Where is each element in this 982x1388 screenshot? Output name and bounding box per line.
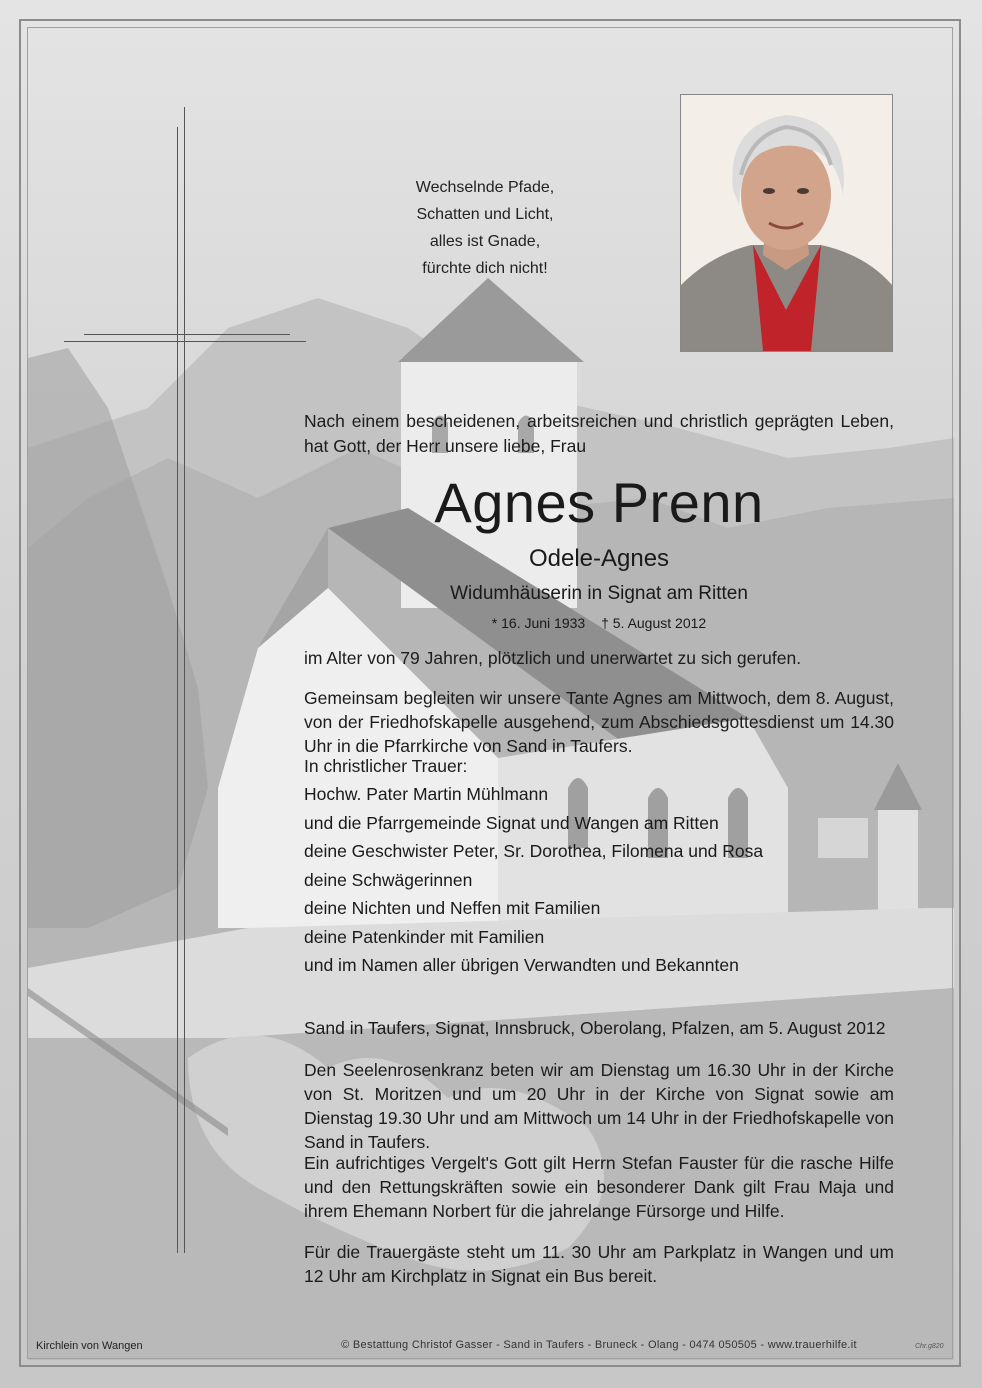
- death-date: † 5. August 2012: [601, 615, 707, 631]
- bus-text: Für die Trauergäste steht um 11. 30 Uhr am Parkplatz in Wangen und um 12 Uhr am Kirchplatz in Signat ein Bus bereit.: [304, 1242, 894, 1286]
- age-text: im Alter von 79 Jahren, plötzlich und unerwartet zu sich gerufen.: [304, 648, 802, 668]
- verse-line: Wechselnde Pfade,: [415, 179, 555, 196]
- verse-line: Schatten und Licht,: [416, 206, 554, 223]
- mourner-line: deine Schwägerinnen: [304, 869, 473, 890]
- cross-horizontal-line: [64, 341, 306, 342]
- cross-vertical-line: [184, 107, 185, 1253]
- verse-line: alles ist Gnade,: [429, 233, 541, 250]
- thanks-text: Ein aufrichtiges Vergelt's Gott gilt Herrn Stefan Fauster für die rasche Hilfe und den Rettungskräften sowie ein besonderer Dank gilt Frau Maja und ihrem Ehemann Norbert für die jahrelange Fürsorge und Hilfe.: [304, 1153, 894, 1221]
- mourner-line: Hochw. Pater Martin Mühlmann: [304, 784, 549, 804]
- footer-credit: © Bestattung Christof Gasser - Sand in Taufers - Bruneck - Olang - 0474 050505 - www.trauerhilfe.it: [341, 1339, 857, 1351]
- cross-vertical-line-inner: [177, 127, 178, 1253]
- mourner-line: und im Namen aller übrigen Verwandten und Bekannten: [304, 955, 739, 975]
- deceased-nickname: Odele-Agnes: [528, 545, 670, 572]
- deceased-name: Agnes Prenn: [434, 471, 764, 534]
- artist-signature: Chr.g820: [915, 1343, 944, 1350]
- portrait-photo: [680, 94, 893, 352]
- mourners-list: [304, 780, 894, 980]
- mourner-line: deine Nichten und Neffen mit Familien: [304, 898, 601, 918]
- place-date: Sand in Taufers, Signat, Innsbruck, Oberolang, Pfalzen, am 5. August 2012: [304, 1018, 886, 1038]
- life-dates: [304, 612, 894, 634]
- deceased-role: Widumhäuserin in Signat am Ritten: [450, 583, 748, 604]
- cross-horizontal-line-inner: [84, 334, 290, 335]
- portrait-illustration: [681, 95, 892, 351]
- mourning-title: In christlicher Trauer:: [304, 756, 468, 776]
- mourner-line: deine Patenkinder mit Familien: [304, 926, 545, 947]
- birth-date: * 16. Juni 1933: [491, 615, 586, 631]
- verse-line: fürchte dich nicht!: [422, 260, 548, 277]
- verse: [385, 174, 585, 282]
- mourner-line: deine Geschwister Peter, Sr. Dorothea, Filomena und Rosa: [304, 841, 764, 861]
- image-caption: Kirchlein von Wangen: [36, 1340, 143, 1352]
- mourner-line: und die Pfarrgemeinde Signat und Wangen am Ritten: [304, 812, 719, 833]
- ceremony-text: Gemeinsam begleiten wir unsere Tante Agnes am Mittwoch, dem 8. August, von der Friedhofskapelle ausgehend, zum Abschiedsgottesdienst um 14.30 Uhr in die Pfarrkirche von Sand in Taufers.: [304, 688, 894, 756]
- rosary-text: Den Seelenrosenkranz beten wir am Dienstag um 16.30 Uhr in der Kirche von St. Moritzen und um 20 Uhr in der Kirche von Signat sowie am Dienstag 19.30 Uhr und am Mittwoch um 14 Uhr in der Friedhofskapelle von Sand in Taufers.: [304, 1060, 894, 1152]
- intro-text: Nach einem bescheidenen, arbeitsreichen und christlich geprägten Leben, hat Gott, der Herr unsere liebe, Frau: [304, 411, 894, 456]
